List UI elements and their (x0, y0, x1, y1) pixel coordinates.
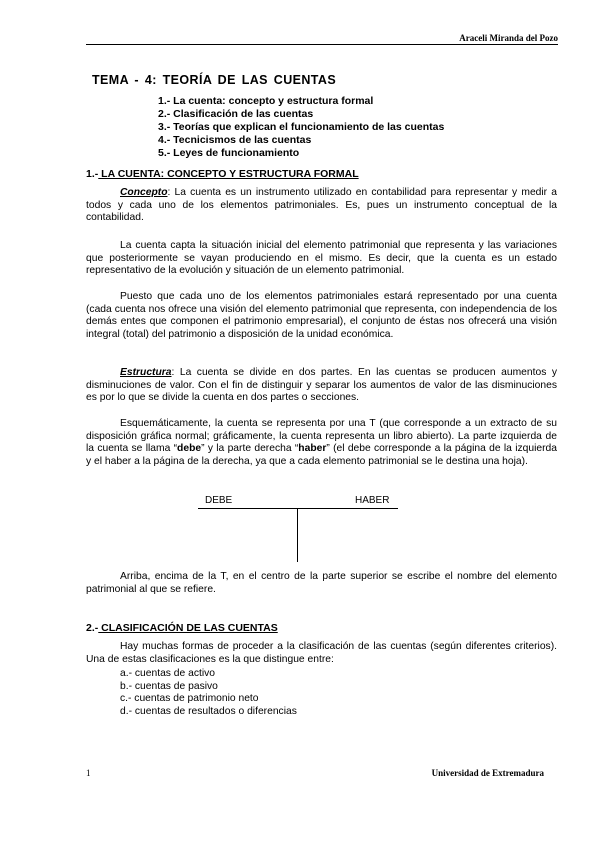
header-rule (86, 44, 558, 45)
section-title: CLASIFICACIÓN DE LAS CUENTAS (98, 622, 278, 634)
toc-item: 5.- Leyes de funcionamiento (158, 147, 300, 159)
list-item: c.- cuentas de patrimonio neto (120, 693, 259, 705)
paragraph: Arriba, encima de la T, en el centro de la parte superior se escribe el nombre del elemento patrimonial al que se refiere. (86, 571, 557, 595)
t-account-horizontal-line (198, 508, 398, 509)
paragraph-text: ” y la parte derecha “ (201, 443, 299, 455)
toc-item: 4.- Tecnicismos de las cuentas (158, 134, 312, 146)
term-estructura: Estructura (120, 367, 172, 378)
paragraph-t-account (86, 418, 557, 468)
table-of-contents (158, 95, 444, 160)
paragraph-text: : La cuenta es un instrumento utilizado en contabilidad para representar y medir a todos y cada uno de los elementos patrimoniales. Es, pues un instrumento conceptual de la contabilidad. (86, 187, 557, 224)
t-account-debe-label: DEBE (205, 495, 233, 506)
section-2-heading (86, 622, 278, 634)
paragraph: Puesto que cada uno de los elementos patrimoniales estará representado por una cuenta (cada cuenta nos ofrece una visión del elemento patrimonial que representa, con independencia de los demás entes que componen el patrimonio empresarial), el conjunto de éstas nos ofrecerá una visión integral (total) del patrimonio a disposición de la unidad económica. (86, 291, 557, 340)
list-item: b.- cuentas de pasivo (120, 680, 218, 692)
t-account-vertical-line (297, 508, 298, 562)
footer-university: Universidad de Extremadura (431, 768, 544, 778)
section-number: 2.- (86, 622, 99, 634)
classification-list (120, 668, 297, 718)
list-item: d.- cuentas de resultados o diferencias (120, 705, 297, 717)
paragraph-estructura (86, 367, 557, 405)
toc-item: 3.- Teorías que explican el funcionamiento de las cuentas (158, 121, 445, 133)
paragraph-concepto (86, 187, 557, 225)
t-account-haber-label: HABER (355, 495, 390, 506)
header-author: Araceli Miranda del Pozo (459, 33, 558, 43)
paragraph-text: : La cuenta se divide en dos partes. En las cuentas se producen aumentos y disminuciones de valor. Con el fin de distinguir y separar los aumentos de valor de las disminuciones es por lo que se divide la cuenta en dos partes o secciones. (86, 367, 557, 404)
document-title: TEMA - 4: TEORÍA DE LAS CUENTAS (92, 73, 337, 87)
section-title: LA CUENTA: CONCEPTO Y ESTRUCTURA FORMAL (98, 168, 359, 180)
toc-item: 1.- La cuenta: concepto y estructura formal (158, 95, 374, 107)
paragraph: Hay muchas formas de proceder a la clasificación de las cuentas (según diferentes criterios). Una de estas clasificaciones es la que distingue entre: (86, 641, 557, 665)
term-debe: debe (177, 443, 202, 455)
term-concepto: Concepto (120, 187, 168, 198)
paragraph: La cuenta capta la situación inicial del elemento patrimonial que representa y las variaciones que posteriormente se vayan produciendo en el mismo. Es decir, que la cuenta es un estado representativo de la evolución y situación de un elemento patrimonial. (86, 240, 557, 277)
term-haber: haber (298, 443, 327, 455)
section-1-heading (86, 168, 359, 180)
list-item: a.- cuentas de activo (120, 668, 216, 679)
section-number: 1.- (86, 168, 99, 180)
page-number: 1 (86, 768, 91, 778)
toc-item: 2.- Clasificación de las cuentas (158, 108, 314, 120)
paragraph-text: ” (el debe corresponde a la página de la izquierda y el haber a la página de la derecha, ya que a cada elemento patrimonial se le destina una hoja). (86, 443, 557, 467)
paragraph-text: Esquemáticamente, la cuenta se representa por una T (que corresponde a un extracto de su disposición gráfica normal; gráficamente, la cuenta representa un libro abierto). La parte izquierda de la cuenta se llama “ (86, 418, 557, 455)
